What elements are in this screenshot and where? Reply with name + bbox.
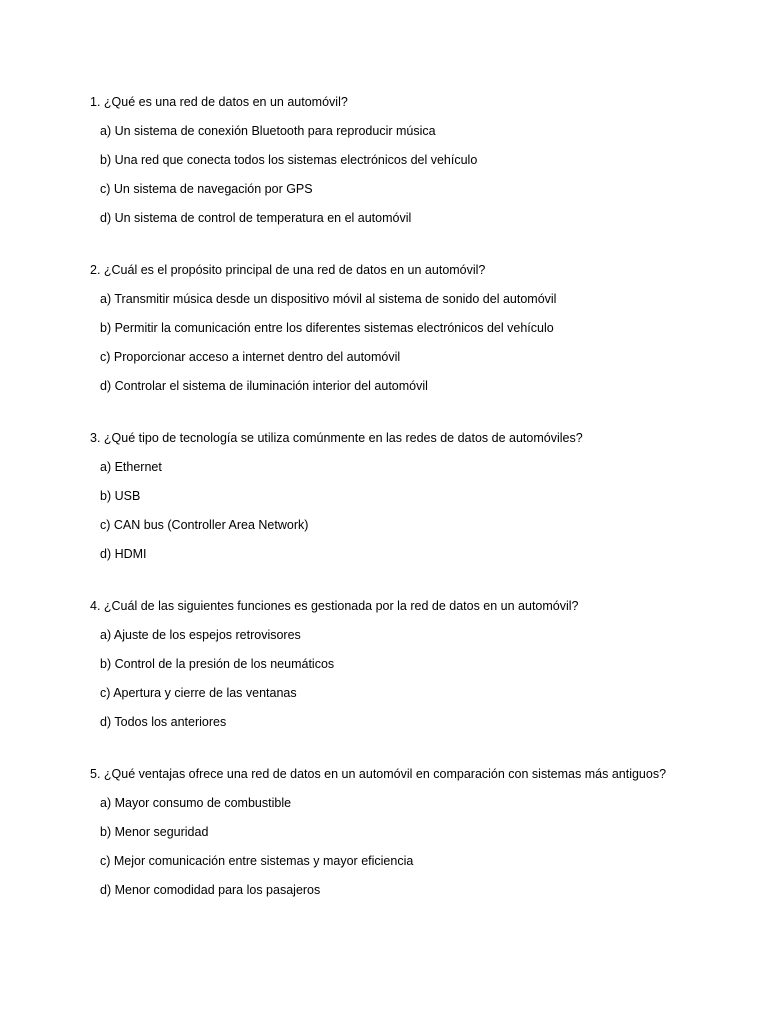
answer-options xyxy=(90,793,750,900)
question-5 xyxy=(90,764,750,900)
answer-option-d: d) Menor comodidad para los pasajeros xyxy=(100,883,321,897)
answer-option-b: b) Control de la presión de los neumáticos xyxy=(100,657,335,671)
answer-option-b: b) Una red que conecta todos los sistemas electrónicos del vehículo xyxy=(100,153,478,167)
quiz xyxy=(90,92,750,932)
answer-options xyxy=(90,289,750,396)
answer-option-d: d) HDMI xyxy=(100,547,147,561)
answer-option-a: a) Ajuste de los espejos retrovisores xyxy=(100,628,301,642)
answer-option-a: a) Transmitir música desde un dispositivo móvil al sistema de sonido del automóvil xyxy=(100,292,557,306)
answer-options xyxy=(90,121,750,228)
question-4 xyxy=(90,596,750,732)
question-text: 5. ¿Qué ventajas ofrece una red de datos en un automóvil en comparación con sistemas más antiguos? xyxy=(90,767,667,781)
answer-option-c: c) Mejor comunicación entre sistemas y mayor eficiencia xyxy=(100,854,414,868)
answer-option-b: b) USB xyxy=(100,489,141,503)
question-text: 2. ¿Cuál es el propósito principal de una red de datos en un automóvil? xyxy=(90,263,486,277)
question-1 xyxy=(90,92,750,228)
answer-option-a: a) Ethernet xyxy=(100,460,162,474)
answer-option-c: c) CAN bus (Controller Area Network) xyxy=(100,518,309,532)
answer-option-c: c) Un sistema de navegación por GPS xyxy=(100,182,313,196)
answer-option-c: c) Proporcionar acceso a internet dentro del automóvil xyxy=(100,350,401,364)
question-text: 3. ¿Qué tipo de tecnología se utiliza comúnmente en las redes de datos de automóviles? xyxy=(90,431,583,445)
answer-option-d: d) Un sistema de control de temperatura en el automóvil xyxy=(100,211,412,225)
answer-option-b: b) Menor seguridad xyxy=(100,825,209,839)
question-3 xyxy=(90,428,750,564)
answer-option-a: a) Mayor consumo de combustible xyxy=(100,796,292,810)
answer-option-d: d) Todos los anteriores xyxy=(100,715,227,729)
answer-option-b: b) Permitir la comunicación entre los diferentes sistemas electrónicos del vehículo xyxy=(100,321,554,335)
question-2 xyxy=(90,260,750,396)
question-text: 4. ¿Cuál de las siguientes funciones es gestionada por la red de datos en un automóvil? xyxy=(90,599,579,613)
answer-option-c: c) Apertura y cierre de las ventanas xyxy=(100,686,297,700)
answer-options xyxy=(90,457,750,564)
answer-option-d: d) Controlar el sistema de iluminación interior del automóvil xyxy=(100,379,428,393)
answer-option-a: a) Un sistema de conexión Bluetooth para reproducir música xyxy=(100,124,436,138)
question-text: 1. ¿Qué es una red de datos en un automóvil? xyxy=(90,95,348,109)
answer-options xyxy=(90,625,750,732)
